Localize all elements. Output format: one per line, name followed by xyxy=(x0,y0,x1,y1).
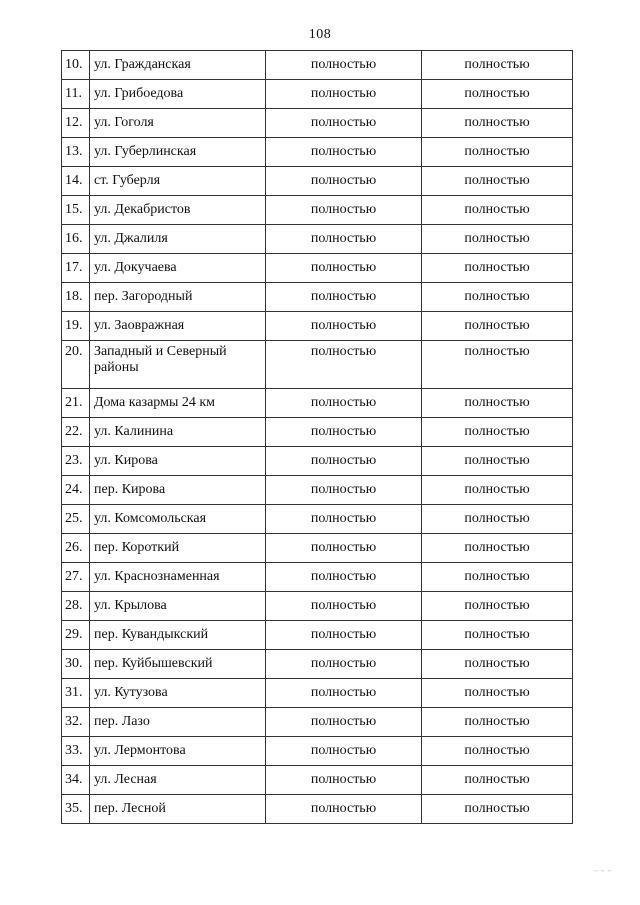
row-number-cell: 13. xyxy=(62,138,90,167)
table-row xyxy=(62,254,573,283)
street-name-cell: ул. Заовражная xyxy=(90,312,266,341)
row-number-cell: 11. xyxy=(62,80,90,109)
status-cell: полностью xyxy=(266,254,422,283)
table-row xyxy=(62,592,573,621)
row-number-cell: 22. xyxy=(62,418,90,447)
row-number-cell: 35. xyxy=(62,795,90,824)
street-name-cell: пер. Куйбышевский xyxy=(90,650,266,679)
table-row xyxy=(62,138,573,167)
streets-table-body xyxy=(62,51,573,824)
status-cell: полностью xyxy=(266,109,422,138)
status-cell: полностью xyxy=(422,283,573,312)
table-row xyxy=(62,476,573,505)
table-row xyxy=(62,708,573,737)
status-cell: полностью xyxy=(422,389,573,418)
row-number-cell: 21. xyxy=(62,389,90,418)
street-name-cell: ст. Губерля xyxy=(90,167,266,196)
status-cell: полностью xyxy=(422,766,573,795)
status-cell: полностью xyxy=(422,447,573,476)
status-cell: полностью xyxy=(266,80,422,109)
row-number-cell: 31. xyxy=(62,679,90,708)
street-name-cell: ул. Докучаева xyxy=(90,254,266,283)
status-cell: полностью xyxy=(266,283,422,312)
streets-table xyxy=(61,50,573,824)
table-row xyxy=(62,167,573,196)
row-number-cell: 27. xyxy=(62,563,90,592)
row-number-cell: 12. xyxy=(62,109,90,138)
row-number-cell: 14. xyxy=(62,167,90,196)
status-cell: полностью xyxy=(422,708,573,737)
street-name-cell: ул. Лермонтова xyxy=(90,737,266,766)
street-name-cell: пер. Короткий xyxy=(90,534,266,563)
street-name-cell: ул. Гражданская xyxy=(90,51,266,80)
status-cell: полностью xyxy=(422,418,573,447)
street-name-cell: ул. Кутузова xyxy=(90,679,266,708)
row-number-cell: 25. xyxy=(62,505,90,534)
table-row xyxy=(62,679,573,708)
street-name-cell: ул. Грибоедова xyxy=(90,80,266,109)
street-name-cell: пер. Лесной xyxy=(90,795,266,824)
status-cell: полностью xyxy=(266,766,422,795)
row-number-cell: 23. xyxy=(62,447,90,476)
status-cell: полностью xyxy=(266,708,422,737)
row-number-cell: 17. xyxy=(62,254,90,283)
row-number-cell: 16. xyxy=(62,225,90,254)
row-number-cell: 34. xyxy=(62,766,90,795)
status-cell: полностью xyxy=(266,341,422,389)
street-name-cell: ул. Джалиля xyxy=(90,225,266,254)
status-cell: полностью xyxy=(422,679,573,708)
street-name-cell: ул. Кирова xyxy=(90,447,266,476)
status-cell: полностью xyxy=(266,312,422,341)
status-cell: полностью xyxy=(266,167,422,196)
page-number: 108 xyxy=(308,27,332,42)
street-name-cell: ул. Лесная xyxy=(90,766,266,795)
status-cell: полностью xyxy=(422,312,573,341)
street-name-cell: ул. Декабристов xyxy=(90,196,266,225)
table-row xyxy=(62,650,573,679)
status-cell: полностью xyxy=(422,138,573,167)
status-cell: полностью xyxy=(266,737,422,766)
status-cell: полностью xyxy=(266,621,422,650)
table-row xyxy=(62,341,573,389)
street-name-cell: пер. Кирова xyxy=(90,476,266,505)
row-number-cell: 26. xyxy=(62,534,90,563)
table-row xyxy=(62,389,573,418)
status-cell: полностью xyxy=(422,254,573,283)
status-cell: полностью xyxy=(266,563,422,592)
table-row xyxy=(62,505,573,534)
table-row xyxy=(62,80,573,109)
status-cell: полностью xyxy=(266,650,422,679)
status-cell: полностью xyxy=(266,138,422,167)
table-row xyxy=(62,51,573,80)
table-row xyxy=(62,225,573,254)
status-cell: полностью xyxy=(422,476,573,505)
table-row xyxy=(62,109,573,138)
table-row xyxy=(62,196,573,225)
row-number-cell: 32. xyxy=(62,708,90,737)
row-number-cell: 18. xyxy=(62,283,90,312)
street-name-cell: ул. Краснознаменная xyxy=(90,563,266,592)
status-cell: полностью xyxy=(266,534,422,563)
status-cell: полностью xyxy=(422,196,573,225)
row-number-cell: 30. xyxy=(62,650,90,679)
street-name-cell: пер. Загородный xyxy=(90,283,266,312)
table-row xyxy=(62,283,573,312)
table-row xyxy=(62,563,573,592)
row-number-cell: 33. xyxy=(62,737,90,766)
table-row xyxy=(62,447,573,476)
status-cell: полностью xyxy=(266,795,422,824)
status-cell: полностью xyxy=(266,389,422,418)
row-number-cell: 10. xyxy=(62,51,90,80)
row-number-cell: 28. xyxy=(62,592,90,621)
status-cell: полностью xyxy=(422,592,573,621)
street-name-cell: ул. Крылова xyxy=(90,592,266,621)
street-name-cell: ул. Гоголя xyxy=(90,109,266,138)
row-number-cell: 15. xyxy=(62,196,90,225)
row-number-cell: 24. xyxy=(62,476,90,505)
street-name-cell: Западный и Северный районы xyxy=(90,341,266,389)
status-cell: полностью xyxy=(422,167,573,196)
status-cell: полностью xyxy=(266,196,422,225)
status-cell: полностью xyxy=(422,534,573,563)
status-cell: полностью xyxy=(422,225,573,254)
table-row xyxy=(62,534,573,563)
street-name-cell: ул. Комсомольская xyxy=(90,505,266,534)
status-cell: полностью xyxy=(422,80,573,109)
status-cell: полностью xyxy=(422,795,573,824)
status-cell: полностью xyxy=(422,109,573,138)
row-number-cell: 29. xyxy=(62,621,90,650)
table-row xyxy=(62,766,573,795)
status-cell: полностью xyxy=(266,418,422,447)
street-name-cell: пер. Лазо xyxy=(90,708,266,737)
status-cell: полностью xyxy=(422,51,573,80)
status-cell: полностью xyxy=(422,650,573,679)
status-cell: полностью xyxy=(422,737,573,766)
status-cell: полностью xyxy=(266,476,422,505)
table-row xyxy=(62,418,573,447)
row-number-cell: 20. xyxy=(62,341,90,389)
status-cell: полностью xyxy=(266,225,422,254)
street-name-cell: Дома казармы 24 км xyxy=(90,389,266,418)
status-cell: полностью xyxy=(422,341,573,389)
status-cell: полностью xyxy=(266,505,422,534)
status-cell: полностью xyxy=(422,621,573,650)
table-row xyxy=(62,621,573,650)
scan-mark: ~ ~ ~ xyxy=(594,869,612,875)
row-number-cell: 19. xyxy=(62,312,90,341)
table-row xyxy=(62,737,573,766)
status-cell: полностью xyxy=(266,679,422,708)
status-cell: полностью xyxy=(266,51,422,80)
status-cell: полностью xyxy=(266,447,422,476)
table-row xyxy=(62,795,573,824)
status-cell: полностью xyxy=(266,592,422,621)
street-name-cell: ул. Губерлинская xyxy=(90,138,266,167)
status-cell: полностью xyxy=(422,505,573,534)
street-name-cell: пер. Кувандыкский xyxy=(90,621,266,650)
status-cell: полностью xyxy=(422,563,573,592)
table-row xyxy=(62,312,573,341)
street-name-cell: ул. Калинина xyxy=(90,418,266,447)
